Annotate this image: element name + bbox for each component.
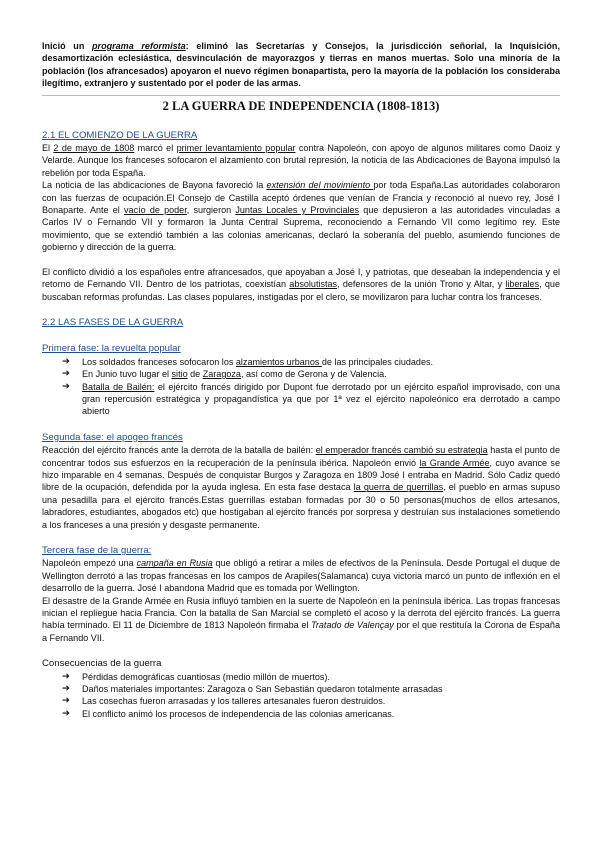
paragraph-apogeo: Reacción del ejército francés ante la derrota de la batalla de bailén: el emperador francés cambió su estrategia hasta el punto de concentrar todos sus esfuerzos en la recuperación de la península ibérica. Napoleón envió la Grande Armée, cuyo avance se hizo imparable en 4 semanas. Después de conquistar Burgos y Zaragoza en 1809 José I entraba en Madrid. Sólo Cadiz quedó libre de la ocupación, defendida por la ayuda inglesa. En esta fase destaca la guerra de guerrillas, el pueblo en armas supuso una pesadilla para el ejército francés.Estas guerrillas estaban formadas por 30 o 50 personas(muchos de ellos artesanos, labradores, estudiantes, abogados etc) que hostigaban al ejército francés por sorpresa y destruían sus instalaciones sometiendo a los franceses a una presión y desgaste permanente. — [42, 445, 560, 530]
list-item: ➔ Batalla de Bailén: el ejército francés dirigido por Dupont fue derrotado por un ejército español improvisado, con una gran repercusión estratégica y propagandística ya que por 1ª vez el ejército napoleónico era derrotado a campo abierto — [62, 380, 560, 417]
list-item: ➔ Pérdidas demográficas cuantiosas (medio millón de muertos). — [62, 670, 330, 682]
paragraph-rusia: Napoleón empezó una campaña en Rusia que obligó a retirar a miles de efectivos de la Península. Desde Portugal el duque de Wellington derrotó a las tropas francesas en los campos de Arapiles(Salamanca) cuya victoria marcó un punto de inflexión en el desarrollo de la guerra. José I abandona Madrid que es tomada por Wellington. — [42, 558, 561, 594]
consequences-heading: Consecuencias de la guerra — [42, 658, 162, 670]
intro-emphasis: programa reformista — [92, 41, 186, 51]
phase3-heading: Tercera fase de la guerra: — [42, 545, 152, 556]
paragraph-dos-de-mayo: El 2 de mayo de 1808 marcó el primer levantamiento popular contra Napoleón, con apoyo de algunos militares como Daoiz y Velarde. Aunque los franceses sofocaron el alzamiento con brutal represión, la noticia de las Abdicaciones de Bayona impulsó la rebelión por toda España. — [42, 143, 561, 178]
paragraph-conflicto: El conflicto dividió a los españoles entre afrancesados, que apoyaban a José I, y patriotas, que deseaban la independencia y el retorno de Fernando VII. Dentro de los patriotas, coexistían absolutistas, defensores de la unión Trono y Altar, y liberales, que buscaban reformas profundas. Las clases populares, instigadas por el clero, se movilizaron para luchar contra los franceses. — [42, 266, 560, 302]
phase1-heading: Primera fase: la revuelta popular — [42, 343, 181, 355]
paragraph-valencay: El desastre de la Grande Armée en Rusia influyó tambien en la suerte de Napoleón en la península ibérica. Las tropas francesas inician el repliegue hacia Francia. Con la batalla de San Marcial se completó el acoso y la derrota del ejército francés. La guerra había terminado. El 11 de Diciembre de 1813 Napoleón firmaba el Tratado de Valençay por el que restituía la Corona de España a Fernando VII. — [42, 595, 560, 643]
arrow-bullet-icon: ➔ — [62, 670, 70, 682]
intro-text-1: Inició un — [42, 41, 93, 51]
phase1-list — [42, 356, 560, 418]
intro-text-2: : eliminó las Secretarías y Consejos, la jurisdicción señorial, la Inquisición, desamortización eclesiástica, desvinculación de mayorazgos y tierras en manos muertas. Solo una minoría de la población (los afrancesados) apoyaron el nuevo régimen bonapartista, pero la mayoría de la población los consideraba ilegítimo, extranjero y sustentado por el poder de las armas. — [42, 41, 560, 89]
list-item: ➔ Las cosechas fueron arrasadas y los talleres artesanales fueron destruidos. — [62, 695, 386, 707]
list-item: ➔ En Junio tuvo lugar el sitio de Zaragoza, así como de Gerona y de Valencia. — [62, 368, 387, 380]
arrow-bullet-icon: ➔ — [62, 368, 70, 380]
section-heading-fases: 2.2 LAS FASES DE LA GUERRA — [42, 316, 184, 328]
arrow-bullet-icon: ➔ — [62, 355, 70, 367]
section-title: 2 LA GUERRA DE INDEPENDENCIA (1808-1813) — [162, 98, 440, 113]
phase2-heading: Segunda fase: el apogeo francés — [42, 431, 183, 443]
paragraph-juntas: La noticia de las abdicaciones de Bayona favoreció la extensión del movimiento por toda España.Las autoridades colaboraron con las fuerzas de ocupación.El Consejo de Castilla aceptó órdenes que venían de Francia y reconoció al nuevo rey, José I Bonaparte. Ante el vacío de poder, surgieron Juntas Locales y Provinciales que depusieron a las autoridades vinculadas a Carlos IV o Fernando VII y formaron la Junta Central Suprema, reconociendo a Fernando VII como legítimo rey. Este movimiento, que se extendió también a las colonias americanas, declaró la soberanía del pueblo, asumiendo funciones de gobierno y dirección de la guerra. — [42, 180, 560, 253]
divider — [42, 95, 560, 96]
list-item: ➔ El conflicto animó los procesos de independencia de las colonias americanas. — [62, 707, 395, 719]
intro-paragraph — [42, 40, 560, 90]
arrow-bullet-icon: ➔ — [62, 683, 70, 695]
arrow-bullet-icon: ➔ — [62, 380, 70, 392]
list-item: ➔ Los soldados franceses sofocaron los alzamientos urbanos de las principales ciudades. — [62, 355, 434, 367]
section-heading-comienzo: 2.1 EL COMIENZO DE LA GUERRA — [42, 129, 198, 141]
list-item: ➔ Daños materiales importantes: Zaragoza o San Sebastián quedaron totalmente arrasadas — [62, 683, 443, 695]
consequences-list — [42, 671, 560, 721]
document-page — [42, 40, 560, 720]
arrow-bullet-icon: ➔ — [62, 695, 70, 707]
arrow-bullet-icon: ➔ — [62, 707, 70, 719]
